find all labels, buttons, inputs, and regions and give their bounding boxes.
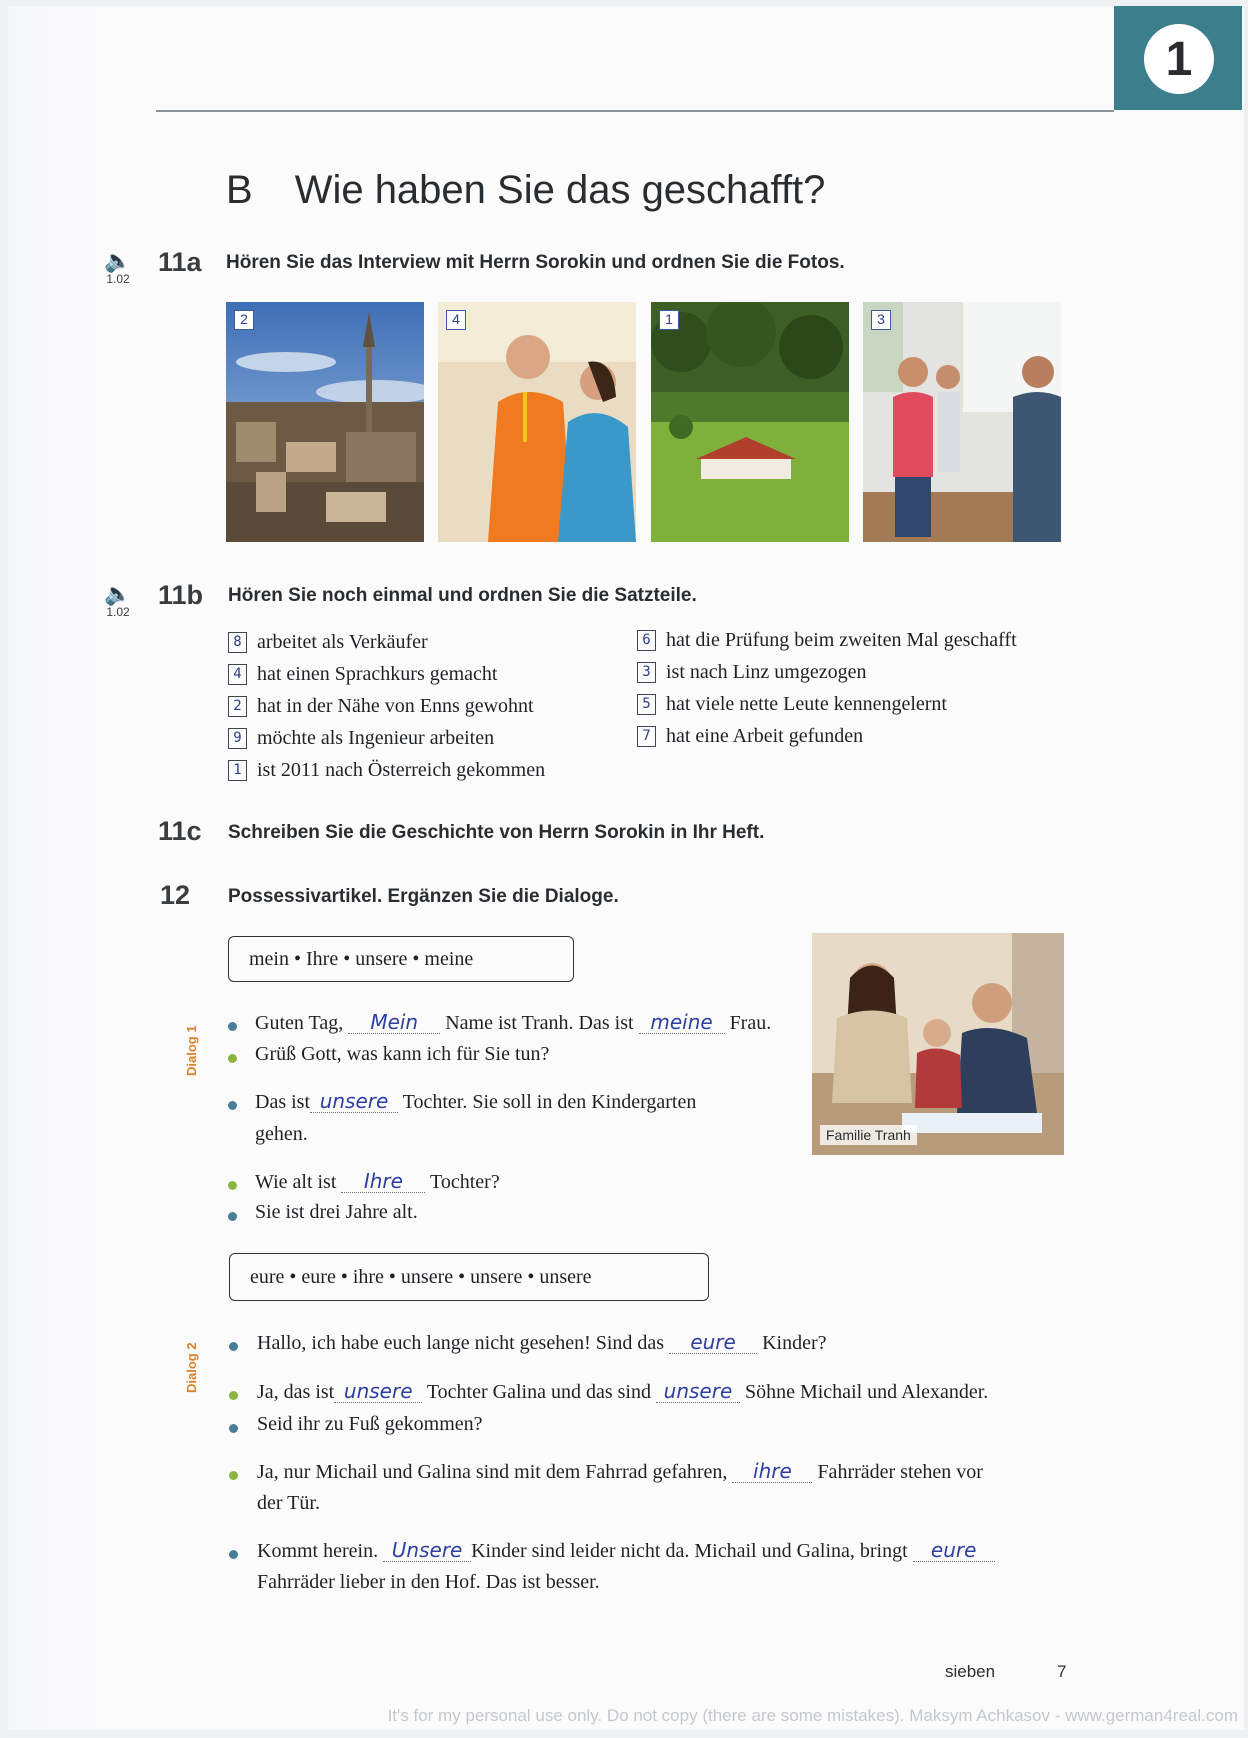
speaker-icon: 🔈	[104, 248, 132, 273]
answer-box[interactable]: 9	[228, 728, 247, 749]
sentence-part-text: ist nach Linz umgezogen	[666, 661, 867, 683]
answer-box[interactable]: 2	[228, 696, 247, 717]
blank-field[interactable]: eure	[669, 1331, 757, 1354]
speaker-a-bullet	[228, 1101, 237, 1110]
exercise-instruction-12: Possessivartikel. Ergänzen Sie die Dialoge.	[228, 886, 619, 907]
photo-answer-3: 1	[659, 310, 679, 330]
word-box-2: eure • eure • ihre • unsere • unsere • unsere	[229, 1253, 709, 1301]
section-title-text: Wie haben Sie das geschafft?	[294, 168, 826, 212]
answer-box[interactable]: 8	[228, 632, 247, 653]
photo-family-tranh	[812, 933, 1064, 1155]
speaker-a-bullet	[229, 1550, 238, 1559]
dialog-2-line-5-cont: Fahrräder lieber in den Hof. Das ist besser.	[257, 1571, 600, 1593]
sentence-part-text: hat in der Nähe von Enns gewohnt	[257, 695, 534, 717]
sentence-part	[637, 693, 947, 716]
dialog-1-line-5: Sie ist drei Jahre alt.	[255, 1201, 418, 1223]
sentence-part	[637, 661, 867, 684]
exercise-instruction-11c: Schreiben Sie die Geschichte von Herrn Sorokin in Ihr Heft.	[228, 822, 765, 843]
audio-track-11b[interactable]	[98, 583, 138, 619]
section-letter: B	[226, 168, 253, 212]
blank-field[interactable]: eure	[913, 1539, 995, 1562]
audio-number: 1.02	[106, 605, 130, 619]
dialog-2-line-4: Ja, nur Michail und Galina sind mit dem Fahrrad gefahren, ihre Fahrräder stehen vor	[257, 1459, 983, 1483]
dialog-2-line-2: Ja, das ist unsere Tochter Galina und das sind unsere Söhne Michail und Alexander.	[257, 1379, 989, 1403]
speaker-icon: 🔈	[104, 581, 132, 606]
exercise-instruction-11b: Hören Sie noch einmal und ordnen Sie die Satzteile.	[228, 585, 697, 606]
blank-field[interactable]: Unsere	[383, 1539, 471, 1562]
blank-field[interactable]: ihre	[732, 1460, 812, 1483]
answer-box[interactable]: 4	[228, 664, 247, 685]
audio-track-11a[interactable]	[98, 250, 138, 286]
sentence-part	[228, 663, 497, 686]
section-title	[226, 168, 825, 213]
header-rule	[156, 110, 1114, 112]
exercise-number-12: 12	[160, 880, 191, 910]
chapter-badge	[1114, 6, 1242, 110]
sentence-part-text: ist 2011 nach Österreich gekommen	[257, 759, 546, 781]
blank-field[interactable]: unsere	[310, 1090, 398, 1113]
sentence-part	[637, 725, 863, 748]
dialog-2-line-3: Seid ihr zu Fuß gekommen?	[257, 1413, 483, 1435]
sentence-part-text: hat einen Sprachkurs gemacht	[257, 663, 498, 685]
answer-box[interactable]: 5	[637, 694, 656, 715]
sentence-part	[228, 727, 494, 750]
exercise-instruction-11a: Hören Sie das Interview mit Herrn Sorokin und ordnen Sie die Fotos.	[226, 252, 845, 273]
photo-city-panorama	[226, 302, 424, 542]
speaker-a-bullet	[228, 1022, 237, 1031]
speaker-b-bullet	[228, 1181, 237, 1190]
speaker-b-bullet	[229, 1391, 238, 1400]
speaker-a-bullet	[229, 1424, 238, 1433]
audio-number: 1.02	[106, 272, 130, 286]
dialog-1-line-2: Grüß Gott, was kann ich für Sie tun?	[255, 1043, 550, 1065]
dialog-1-label: Dialog 1	[184, 1025, 199, 1076]
exercise-number-11c: 11c	[158, 816, 202, 846]
sentence-part	[228, 759, 545, 782]
speaker-b-bullet	[228, 1054, 237, 1063]
dialog-1-line-3-cont: gehen.	[255, 1123, 308, 1145]
blank-field[interactable]: Mein	[348, 1011, 440, 1034]
photo-answer-4: 3	[871, 310, 891, 330]
blank-field[interactable]: unsere	[334, 1380, 422, 1403]
blank-field[interactable]: Ihre	[341, 1170, 425, 1193]
blank-field[interactable]: unsere	[656, 1380, 740, 1403]
photo-caption: Familie Tranh	[820, 1125, 917, 1145]
speaker-a-bullet	[229, 1342, 238, 1351]
photo-green-landscape-farmhouse	[651, 302, 849, 542]
blank-field[interactable]: meine	[639, 1011, 725, 1034]
exercise-number-11a: 11a	[158, 247, 202, 277]
photo-people-at-party	[863, 302, 1061, 542]
sentence-part-text: möchte als Ingenieur arbeiten	[257, 727, 495, 749]
answer-box[interactable]: 6	[637, 630, 656, 651]
exercise-number-11b: 11b	[158, 580, 204, 610]
sentence-part	[228, 695, 534, 718]
dialog-2-line-1: Hallo, ich habe euch lange nicht gesehen! Sind das eure Kinder?	[257, 1330, 827, 1354]
speaker-b-bullet	[229, 1471, 238, 1480]
answer-box[interactable]: 7	[637, 726, 656, 747]
dialog-2-line-5: Kommt herein. Unsere Kinder sind leider nicht da. Michail und Galina, bringt eure	[257, 1539, 995, 1563]
dialog-1-line-4: Wie alt ist Ihre Tochter?	[255, 1169, 500, 1193]
photo-man-and-woman-talking	[438, 302, 636, 542]
watermark-text: It's for my personal use only. Do not copy (there are some mistakes). Maksym Achkasov - www.german4real.com	[387, 1706, 1238, 1725]
sentence-part-text: hat viele nette Leute kennengelernt	[666, 693, 947, 715]
footer-page-number: 7	[1057, 1662, 1067, 1681]
sentence-part-text: hat die Prüfung beim zweiten Mal geschafft	[666, 629, 1017, 651]
dialog-1-line-3: Das ist unsere Tochter. Sie soll in den Kindergarten	[255, 1089, 697, 1113]
photo-answer-1: 2	[234, 310, 254, 330]
speaker-a-bullet	[228, 1212, 237, 1221]
photo-answer-2: 4	[446, 310, 466, 330]
footer-page-word: sieben	[945, 1662, 996, 1681]
word-box-1: mein • Ihre • unsere • meine	[228, 936, 574, 982]
dialog-2-label: Dialog 2	[184, 1342, 199, 1393]
sentence-part-text: hat eine Arbeit gefunden	[666, 725, 864, 747]
answer-box[interactable]: 1	[228, 760, 247, 781]
sentence-part-text: arbeitet als Verkäufer	[257, 631, 428, 653]
sentence-part	[637, 629, 1017, 652]
sentence-part	[228, 631, 428, 654]
answer-box[interactable]: 3	[637, 662, 656, 683]
dialog-1-line-1: Guten Tag, Mein Name ist Tranh. Das ist meine Frau.	[255, 1010, 772, 1034]
dialog-2-line-4-cont: der Tür.	[257, 1492, 320, 1514]
chapter-number: 1	[1144, 24, 1214, 94]
